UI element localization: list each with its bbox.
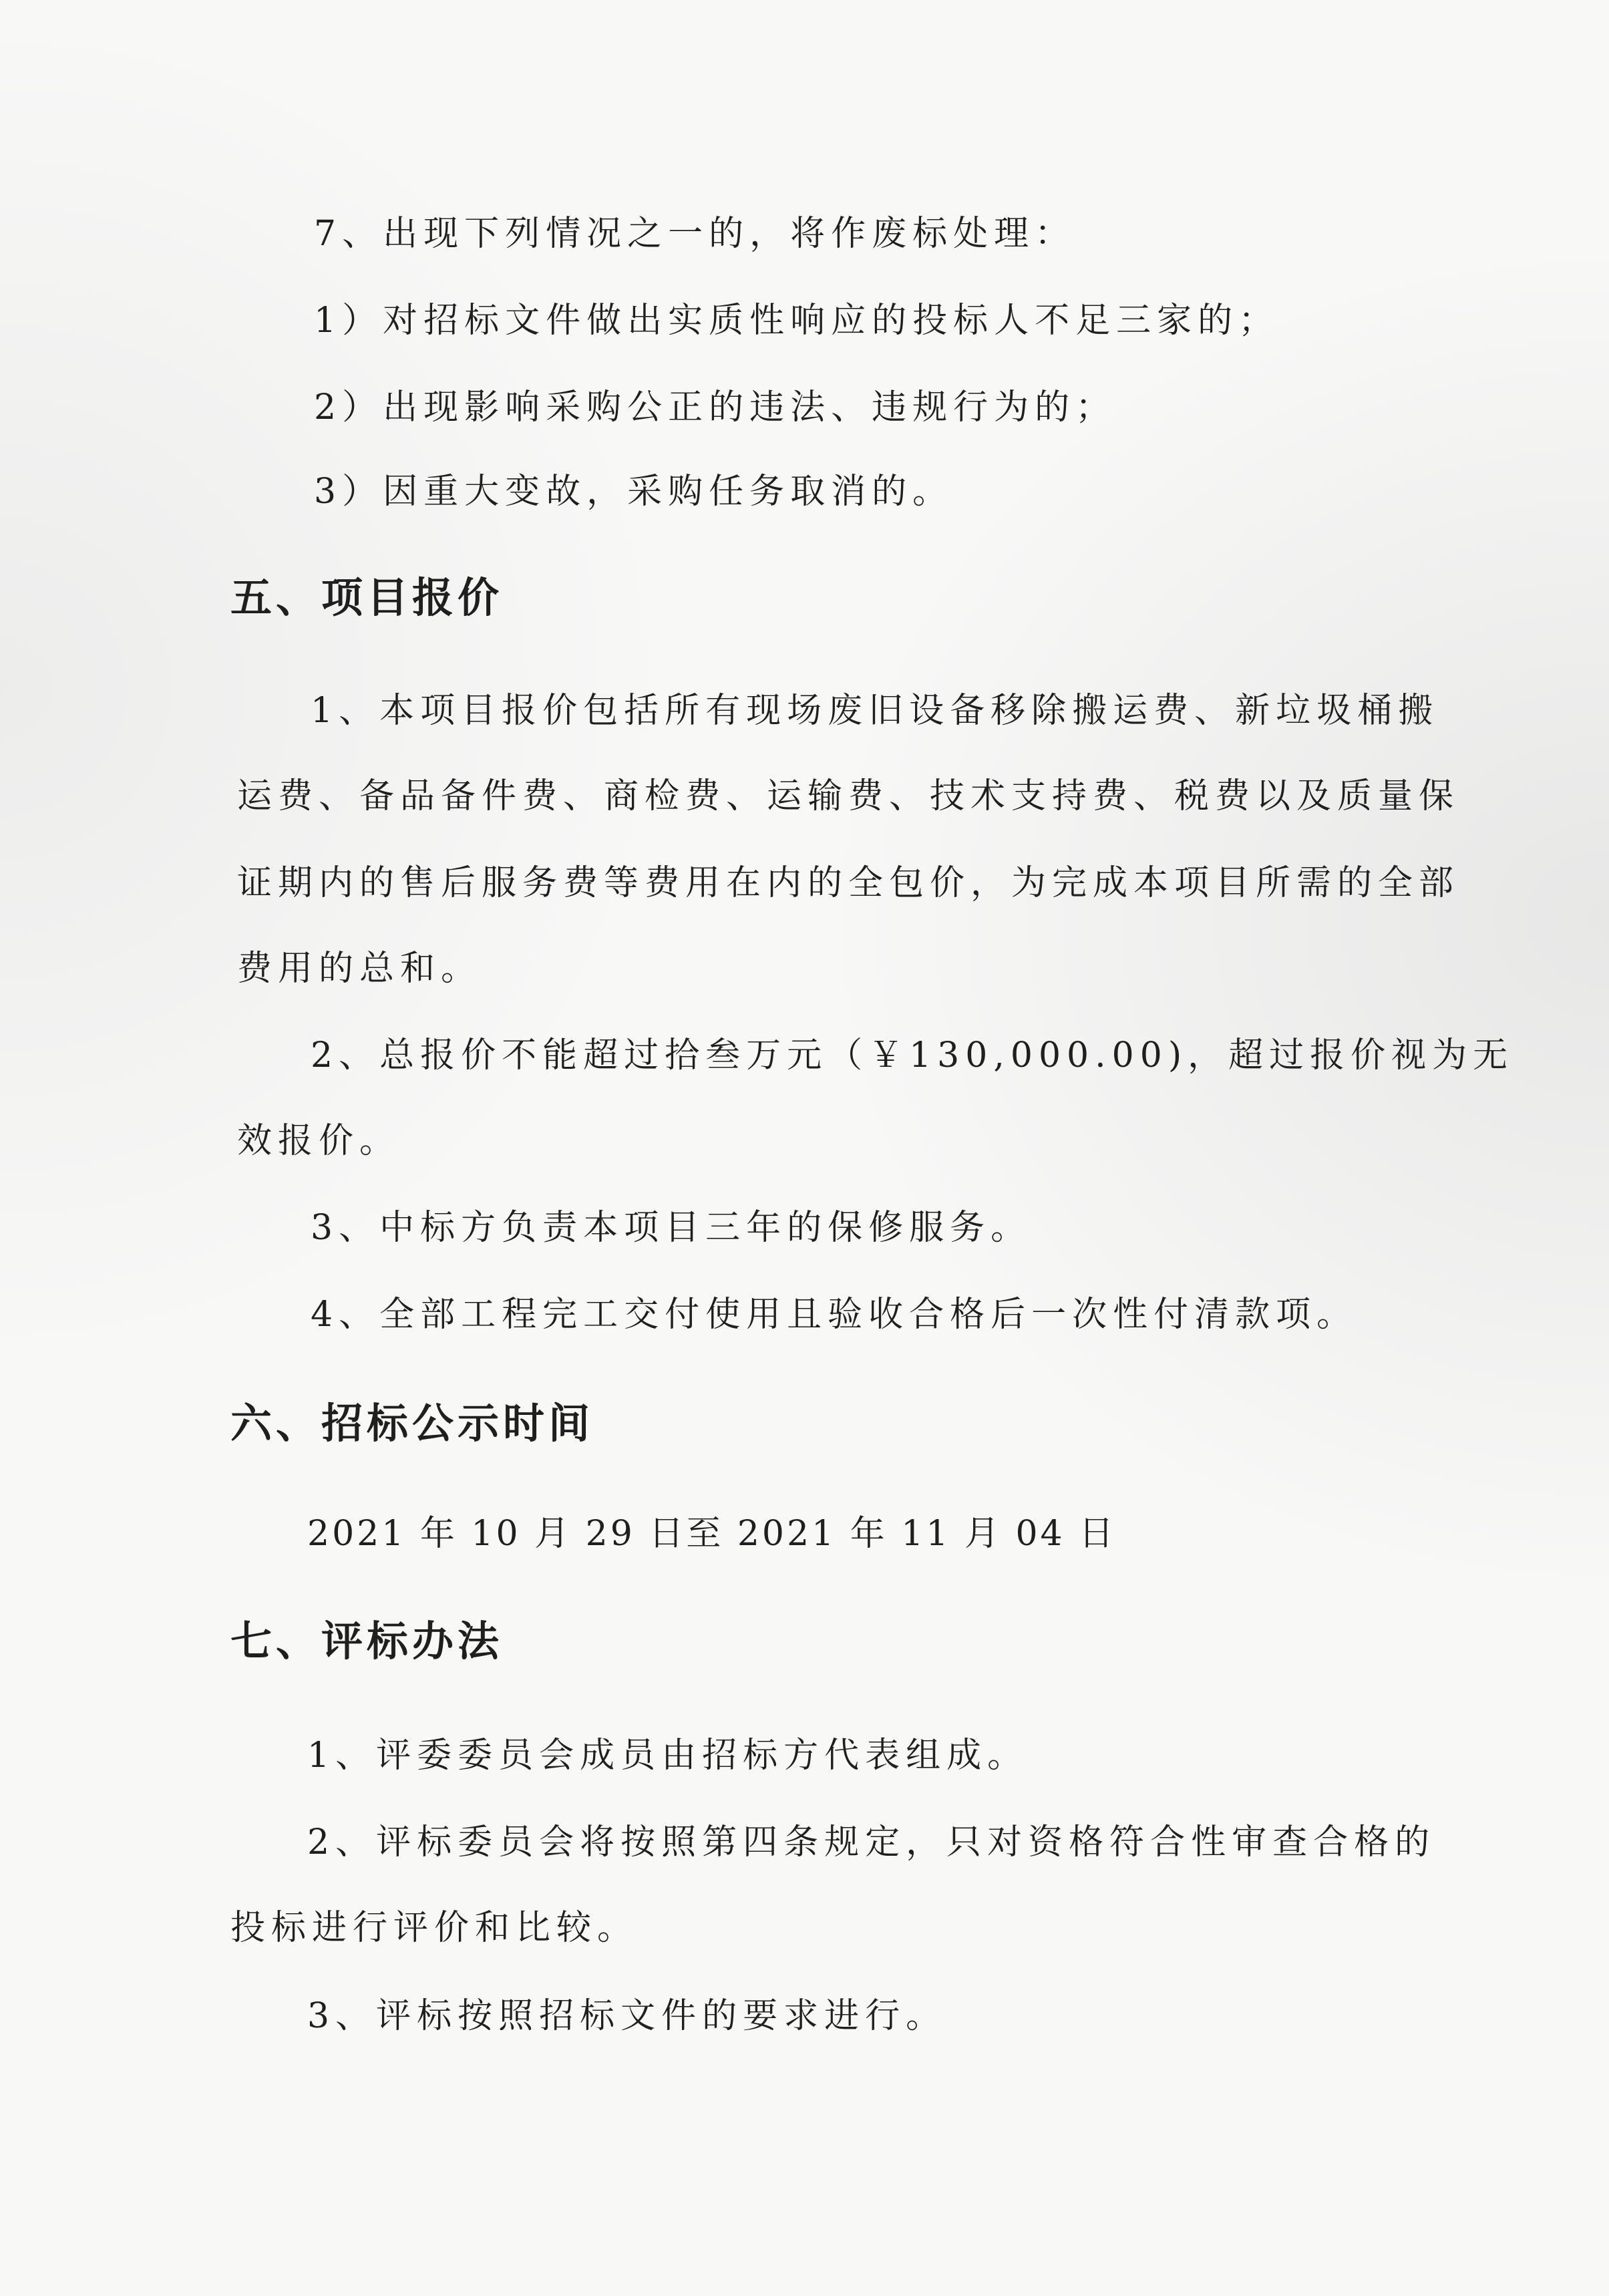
announcement-date-range: 2021 年 10 月 29 日至 2021 年 11 月 04 日 bbox=[307, 1514, 1117, 1554]
paragraph-7-1: 1、评委委员会成员由招标方代表组成。 bbox=[307, 1736, 1029, 1776]
paragraph-item-7: 7、出现下列情况之一的，将作废标处理： bbox=[314, 214, 1076, 254]
paragraph-7-2-line-1: 2、评标委员会将按照第四条规定，只对资格符合性审查合格的 bbox=[307, 1822, 1436, 1862]
paragraph-7-3: 3、评标按照招标文件的要求进行。 bbox=[307, 1996, 947, 2036]
paragraph-5-1-line-3: 证期内的售后服务费等费用在内的全包价，为完成本项目所需的全部 bbox=[237, 863, 1460, 903]
paragraph-5-1-line-4: 费用的总和。 bbox=[237, 949, 482, 989]
paragraph-5-1-line-2: 运费、备品备件费、商检费、运输费、技术支持费、税费以及质量保 bbox=[237, 776, 1460, 816]
section-heading-6: 六、招标公示时间 bbox=[230, 1399, 594, 1448]
section-heading-5: 五、项目报价 bbox=[230, 573, 504, 622]
paragraph-sub-1: 1）对招标文件做出实质性响应的投标人不足三家的； bbox=[314, 301, 1280, 341]
paragraph-5-1-line-1: 1、本项目报价包括所有现场废旧设备移除搬运费、新垃圾桶搬 bbox=[311, 691, 1439, 731]
paragraph-5-3: 3、中标方负责本项目三年的保修服务。 bbox=[311, 1208, 1032, 1248]
paragraph-5-2-line-1: 2、总报价不能超过拾叁万元（￥130,000.00)，超过报价视为无 bbox=[311, 1035, 1514, 1076]
paragraph-5-2-line-2: 效报价。 bbox=[237, 1121, 401, 1161]
paragraph-7-2-line-2: 投标进行评价和比较。 bbox=[230, 1908, 639, 1948]
paragraph-sub-3: 3）因重大变故，采购任务取消的。 bbox=[314, 472, 954, 512]
paragraph-sub-2: 2）出现影响采购公正的违法、违规行为的； bbox=[314, 387, 1117, 428]
section-heading-7: 七、评标办法 bbox=[230, 1617, 504, 1665]
paragraph-5-4: 4、全部工程完工交付使用且验收合格后一次性付清款项。 bbox=[311, 1295, 1358, 1335]
